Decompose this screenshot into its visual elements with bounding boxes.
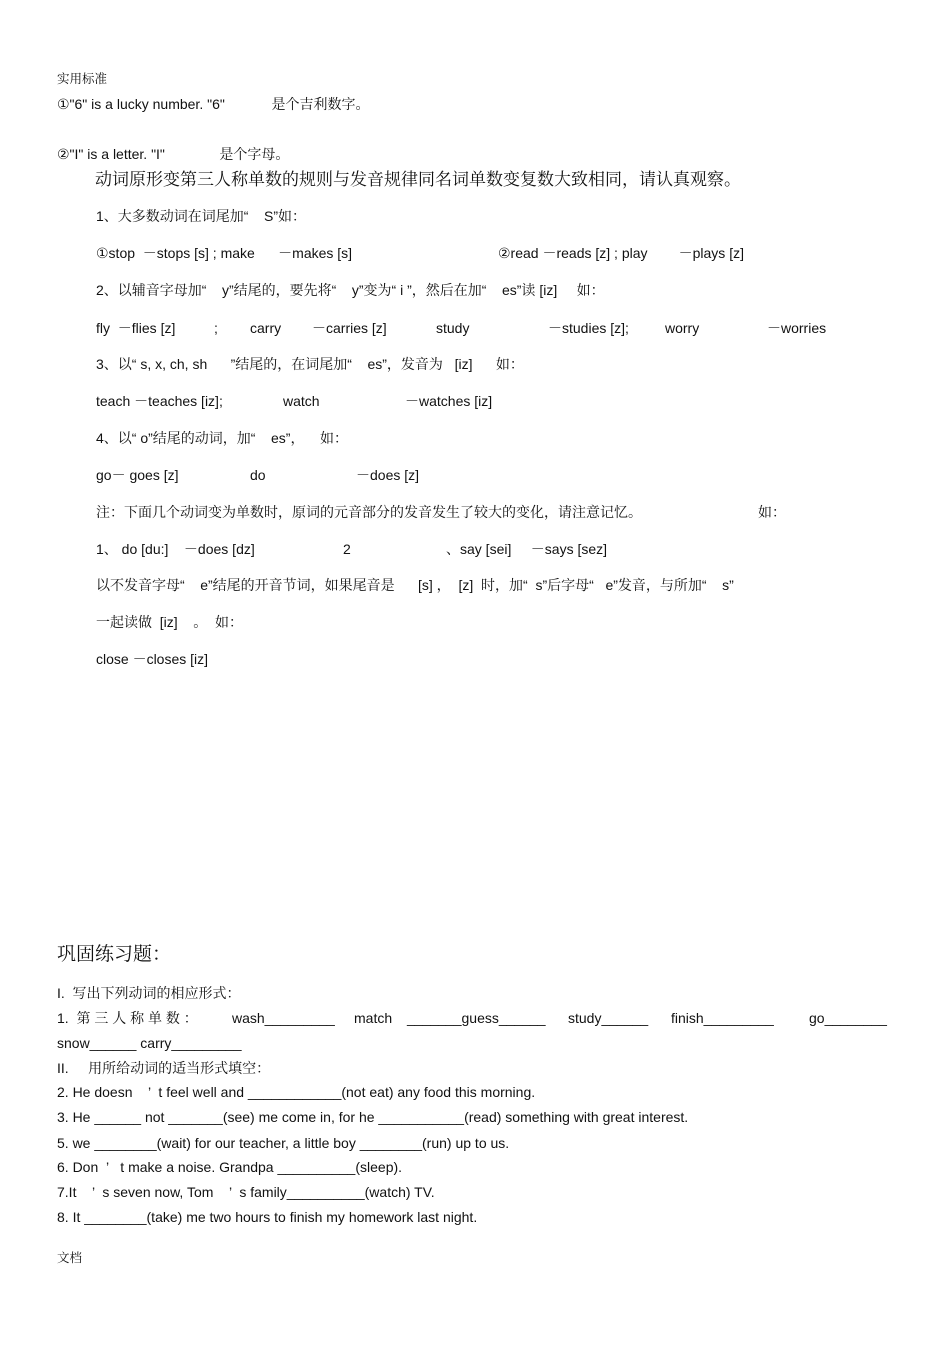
example-line-2: ②"I" is a letter. "I" 是个字母。 xyxy=(57,146,290,162)
practice-blank-match: match xyxy=(354,1010,393,1026)
rule-2-example-fly: fly －flies [z] xyxy=(96,320,176,336)
rule-2-example-carries: －carries [z] xyxy=(312,320,387,336)
rule-4-example-go: go－ goes [z] xyxy=(96,467,179,483)
practice-blank-study: study______ xyxy=(568,1010,649,1026)
practice-part-2-title: II. 用所给动词的适当形式填空： xyxy=(57,1060,271,1076)
rule-4-example-does: －does [z] xyxy=(356,467,420,483)
rule-3-title: 3、以“ s, x, ch, sh ”结尾的，在词尾加“ es”，发音为 [iz] 如： xyxy=(96,356,524,372)
rule-2-example-carry: carry xyxy=(250,320,282,336)
example-line-1: ①"6" is a lucky number. "6" 是个吉利数字。 xyxy=(57,96,370,112)
question-7: 7.It ’ s seven now, Tom ’ s family__________(watch) TV. xyxy=(57,1184,435,1200)
rule-2-example-sep: ; xyxy=(214,320,218,336)
rule-2-example-worry: worry xyxy=(665,320,700,336)
rule-4-title: 4、以“ o”结尾的动词，加“ es”， 如： xyxy=(96,430,349,446)
silent-e-rule-line-2: 一起读做 [iz] 。 如： xyxy=(96,614,244,630)
practice-title: 巩固练习题： xyxy=(57,944,172,965)
question-8: 8. It ________(take) me two hours to finish my homework last night. xyxy=(57,1209,478,1225)
rule-1-example-b: ②read －reads [z] ; play －plays [z] xyxy=(498,245,744,261)
question-3: 3. He ______ not _______(see) me come in, for he ___________(read) something with great interest. xyxy=(57,1109,689,1125)
rule-2-example-studies: －studies [z]; xyxy=(548,320,629,336)
rule-2-title: 2、以辅音字母加“ y”结尾的，要先将“ y”变为“ i ”，然后在加“ es”读 [iz] 如： xyxy=(96,282,605,298)
practice-part-1-title: I. 写出下列动词的相应形式： xyxy=(57,985,241,1001)
rule-2-example-worries: －worries xyxy=(767,320,827,336)
intro-paragraph: 动词原形变第三人称单数的规则与发音规律同名词单数变复数大致相同，请认真观察。 xyxy=(95,170,741,189)
rule-3-example-watch: watch xyxy=(283,393,320,409)
silent-e-rule-line-1: 以不发音字母“ e”结尾的开音节词，如果尾音是 [s] ， [z] 时，加“ s”后字母“ e”发音，与所加“ s” xyxy=(96,577,734,593)
practice-blank-finish: finish_________ xyxy=(671,1010,774,1026)
question-6: 6. Don ’ t make a noise. Grandpa __________(sleep). xyxy=(57,1159,403,1175)
rule-1-title: 1、大多数动词在词尾加“ S”如： xyxy=(96,208,307,224)
rule-2-example-study: study xyxy=(436,320,470,336)
note-example-do: 1、 do [du:] －does [dz] xyxy=(96,541,255,557)
practice-part-1-row-2: snow______ carry_________ xyxy=(57,1035,242,1051)
practice-blank-go: go________ xyxy=(809,1010,887,1026)
rule-3-example-teach: teach －teaches [iz]; xyxy=(96,393,223,409)
rule-4-example-do: do xyxy=(250,467,266,483)
practice-blank-guess: _______guess______ xyxy=(407,1010,546,1026)
page-footer: 文档 xyxy=(57,1251,83,1265)
practice-part-1-label: 1. 第 三 人 称 单 数 ： xyxy=(57,1010,198,1026)
note-text: 注：下面几个动词变为单数时，原词的元音部分的发音发生了较大的变化，请注意记忆。 xyxy=(96,504,642,520)
silent-e-example: close －closes [iz] xyxy=(96,651,209,667)
question-5: 5. we ________(wait) for our teacher, a little boy ________(run) up to us. xyxy=(57,1135,510,1151)
note-ru: 如： xyxy=(758,504,786,520)
note-example-number: 2 xyxy=(343,541,351,557)
rule-3-example-watches: －watches [iz] xyxy=(405,393,493,409)
note-example-say: 、say [sei] －says [sez] xyxy=(446,541,608,557)
practice-blank-wash: wash_________ xyxy=(232,1010,335,1026)
page-header: 实用标准 xyxy=(57,72,108,86)
rule-1-example-a: ①stop －stops [s] ; make －makes [s] xyxy=(96,245,353,261)
question-2: 2. He doesn ’ t feel well and ____________(not eat) any food this morning. xyxy=(57,1084,536,1100)
